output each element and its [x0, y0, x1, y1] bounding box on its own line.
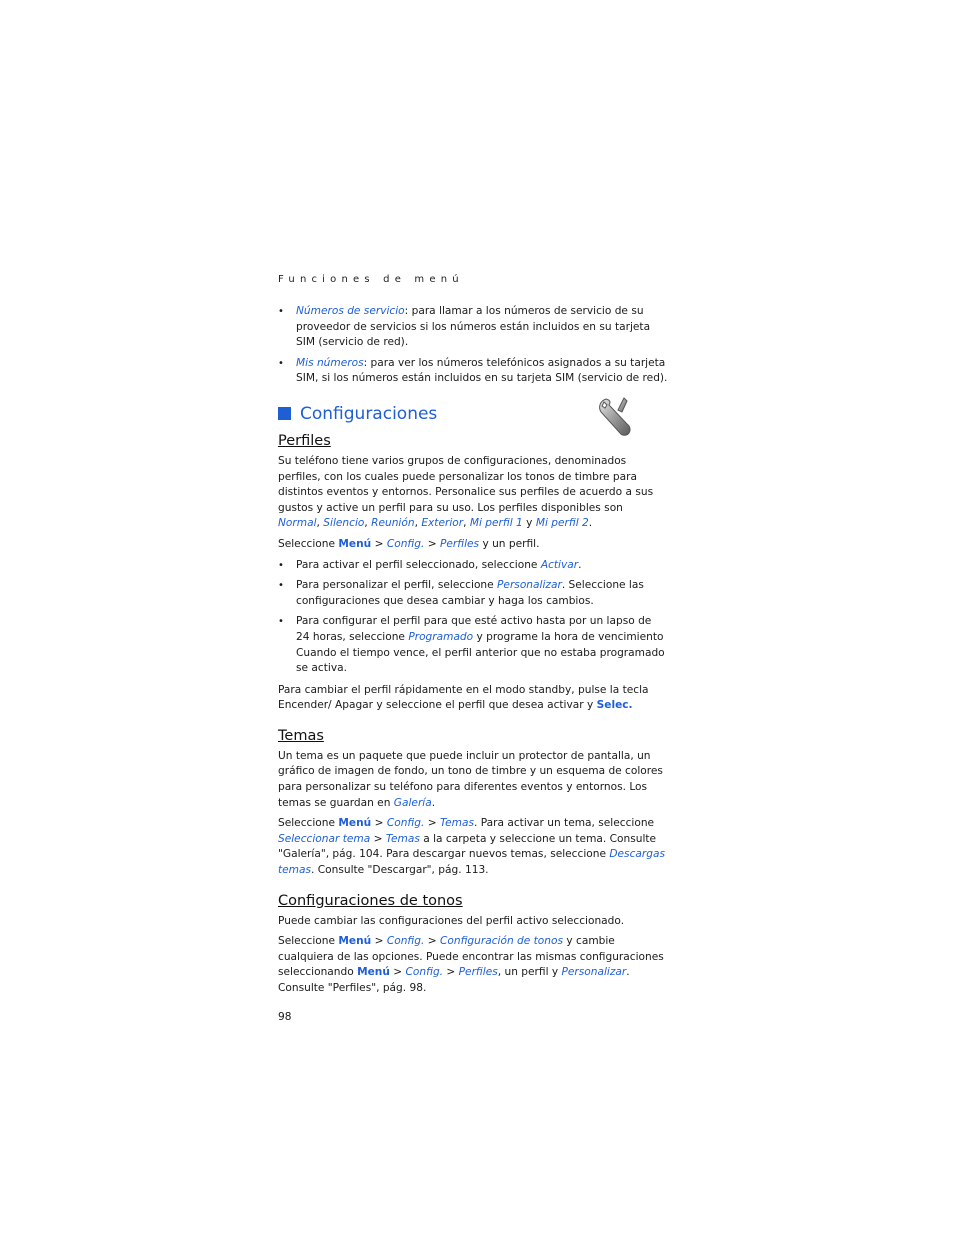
- menu-link-numeros-servicio[interactable]: Números de servicio: [296, 305, 405, 317]
- temas-paragraph-1: Un tema es un paquete que puede incluir un protector de pantalla, un gráfico de imagen de fondo, un tono de timbre y un esquema de colores para personalizar su teléfono para diferentes eventos y entornos. Los temas se guardan en Galería.: [278, 749, 663, 809]
- profile-reunion[interactable]: Reunión: [371, 517, 415, 530]
- profile-mi-perfil-2[interactable]: Mi perfil 2: [535, 517, 589, 530]
- profile-mi-perfil-1[interactable]: Mi perfil 1: [469, 517, 523, 530]
- page-number: 98: [278, 1010, 292, 1023]
- list-item: • Para activar el perfil seleccionado, seleccione Activar.: [278, 558, 668, 574]
- perfiles-list: [278, 558, 668, 677]
- heading-temas: Temas: [278, 727, 324, 744]
- menu-link-configuracion-tonos[interactable]: Configuración de tonos: [439, 935, 563, 948]
- perfiles-block: [278, 433, 668, 714]
- softkey-selec[interactable]: Selec: [596, 699, 629, 712]
- menu-link-programado[interactable]: Programado: [408, 630, 474, 643]
- section-square-icon: [278, 407, 291, 420]
- menu-link-temas[interactable]: Temas: [385, 832, 420, 845]
- heading-perfiles: Perfiles: [278, 432, 331, 449]
- menu-link-personalizar[interactable]: Personalizar: [497, 579, 562, 592]
- perfiles-paragraph-2: Seleccione Menú > Config. > Perfiles y un perfil.: [278, 537, 540, 550]
- menu-link-perfiles[interactable]: Perfiles: [458, 966, 498, 979]
- list-item: • Mis números: para ver los números telefónicos asignados a su tarjeta SIM, si los números están incluidos en su tarjeta SIM (servicio de red).: [278, 356, 668, 387]
- perfiles-paragraph-1: Su teléfono tiene varios grupos de configuraciones, denominados perfiles, con los cuales puede personalizar los tonos de timbre para distintos eventos y entornos. Personalice sus perfiles de acuerdo a sus gustos y active un perfil para su uso. Los perfiles disponibles son Normal, Silencio, Reunión, Exterior, Mi perfil 1 y Mi perfil 2.: [278, 454, 654, 530]
- perfiles-paragraph-3: Para cambiar el perfil rápidamente en el modo standby, pulse la tecla Encender/ Apagar y seleccione el perfil que desea activar y Selec.: [278, 683, 649, 712]
- list-item: • Para configurar el perfil para que esté activo hasta por un lapso de 24 horas, seleccione Programado y programe la hora de vencimiento Cuando el tiempo vence, el perfil anterior que no estaba programado se activa.: [278, 614, 668, 676]
- menu-link-config[interactable]: Config.: [386, 537, 425, 550]
- profile-normal[interactable]: Normal: [278, 517, 317, 530]
- tonos-paragraph-2: Seleccione Menú > Config. > Configuración de tonos y cambie cualquiera de las opciones. Puede encontrar las mismas configuraciones seleccionando Menú > Config. > Perfiles, un perfil y Personalizar. Consulte "Perfiles", pág. 98.: [278, 935, 664, 994]
- menu-link-menu[interactable]: Menú: [338, 537, 372, 550]
- menu-link-mis-numeros[interactable]: Mis números: [296, 356, 364, 369]
- menu-link-menu[interactable]: Menú: [338, 817, 372, 830]
- menu-link-descargas-temas[interactable]: Descargas temas: [278, 848, 665, 877]
- menu-link-menu[interactable]: Menú: [357, 966, 390, 979]
- menu-link-galeria[interactable]: Galería: [393, 796, 432, 809]
- tonos-paragraph-1: Puede cambiar las configuraciones del perfil activo seleccionado.: [278, 914, 625, 927]
- menu-link-seleccionar-tema[interactable]: Seleccionar tema: [278, 832, 371, 845]
- list-item: • Números de servicio: para llamar a los números de servicio de su proveedor de servicios si los números están incluidos en su tarjeta SIM (servicio de red).: [278, 304, 668, 351]
- temas-paragraph-2: Seleccione Menú > Config. > Temas. Para activar un tema, seleccione Seleccionar tema > Temas a la carpeta y seleccione un tema. Consulte "Galería", pág. 104. Para descargar nuevos temas, seleccione Descargas temas. Consulte "Descargar", pág. 113.: [278, 817, 665, 877]
- menu-link-config[interactable]: Config.: [386, 935, 425, 948]
- running-head: Funciones de menú: [278, 274, 464, 285]
- page-content: [278, 270, 668, 1023]
- menu-link-config[interactable]: Config.: [386, 817, 425, 830]
- section-title: Configuraciones: [300, 403, 438, 424]
- menu-link-activar[interactable]: Activar: [540, 558, 579, 571]
- profile-silencio[interactable]: Silencio: [323, 517, 365, 530]
- list-item: • Para personalizar el perfil, seleccione Personalizar. Seleccione las configuraciones que desea cambiar y haga los cambios.: [278, 578, 668, 609]
- intro-list: [278, 304, 668, 387]
- menu-link-personalizar[interactable]: Personalizar: [561, 966, 627, 979]
- menu-link-menu[interactable]: Menú: [338, 935, 372, 948]
- menu-link-temas[interactable]: Temas: [439, 817, 474, 830]
- profile-exterior[interactable]: Exterior: [421, 517, 464, 530]
- heading-configuraciones-tonos: Configuraciones de tonos: [278, 892, 463, 909]
- menu-link-config[interactable]: Config.: [405, 966, 444, 979]
- wrench-icon: [596, 395, 640, 439]
- menu-link-perfiles[interactable]: Perfiles: [439, 537, 480, 550]
